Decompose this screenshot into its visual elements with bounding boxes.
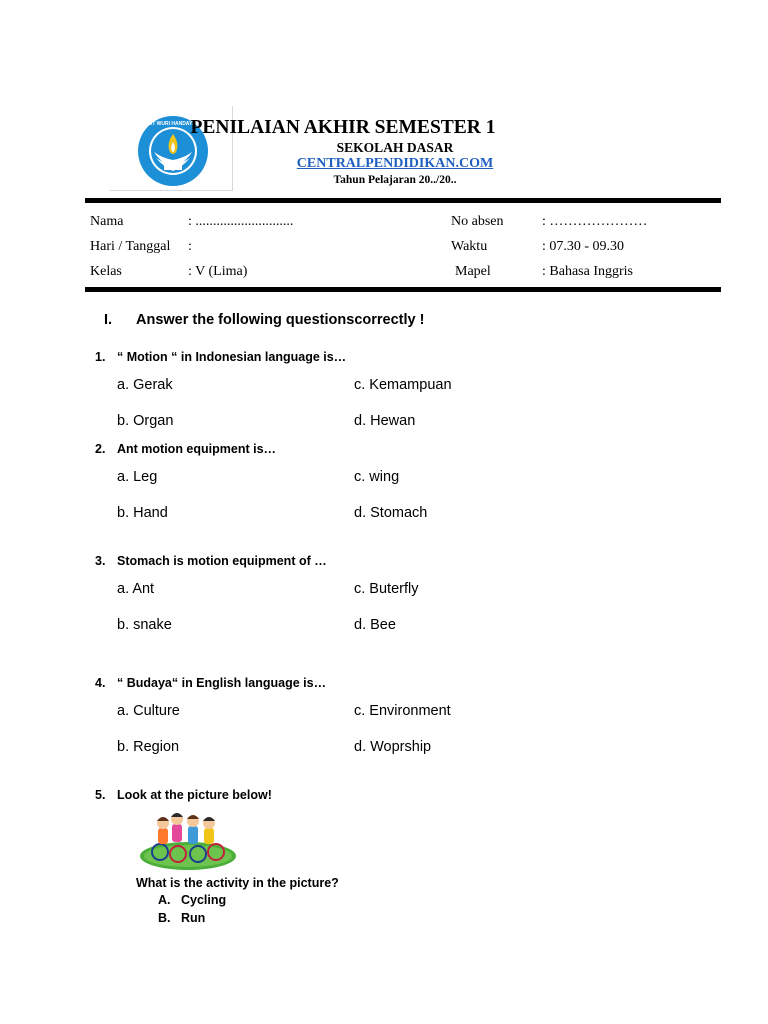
kelas-value: : V (Lima)	[188, 264, 248, 279]
question-2-text: Ant motion equipment is…	[117, 442, 277, 456]
kelas-label: Kelas	[90, 264, 122, 279]
question-3-text: Stomach is motion equipment of …	[117, 554, 327, 568]
page-title: PENILAIAN AKHIR SEMESTER 1	[190, 117, 496, 138]
absen-label: No absen	[451, 214, 504, 229]
question-4-number: 4.	[95, 676, 106, 690]
question-1-option-b[interactable]: b. Organ	[117, 413, 174, 429]
question-3-option-d[interactable]: d. Bee	[354, 617, 396, 633]
mapel-label: Mapel	[455, 264, 491, 279]
absen-field[interactable]: : …………………	[542, 214, 648, 229]
website-link[interactable]: CENTRALPENDIDIKAN.COM	[296, 156, 494, 171]
question-5-option-a-letter: A.	[158, 893, 171, 907]
question-4-option-b[interactable]: b. Region	[117, 739, 180, 755]
question-1-number: 1.	[95, 350, 106, 364]
hari-field[interactable]: :	[188, 239, 192, 254]
bottom-divider	[85, 287, 721, 292]
hari-label: Hari / Tanggal	[90, 239, 171, 254]
question-2-option-b[interactable]: b. Hand	[117, 505, 168, 521]
waktu-label: Waktu	[451, 239, 488, 254]
question-1-option-c[interactable]: c. Kemampuan	[354, 377, 452, 393]
question-5-number: 5.	[95, 788, 106, 802]
question-5-option-a[interactable]: Cycling	[181, 893, 227, 907]
question-2-number: 2.	[95, 442, 106, 456]
school-level: SEKOLAH DASAR	[336, 140, 454, 155]
question-3-option-c[interactable]: c. Buterfly	[354, 581, 419, 597]
question-5-text: Look at the picture below!	[117, 788, 272, 802]
question-2-option-a[interactable]: a. Leg	[117, 469, 158, 485]
section-number: I.	[104, 312, 113, 328]
cycling-children-illustration	[138, 808, 238, 872]
question-4-option-a[interactable]: a. Culture	[117, 703, 180, 719]
question-4-option-c[interactable]: c. Environment	[354, 703, 451, 719]
question-3-option-a[interactable]: a. Ant	[117, 581, 155, 597]
academic-year: Tahun Pelajaran 20../20..	[333, 174, 457, 186]
nama-field[interactable]: : ............................	[188, 214, 294, 229]
question-5-subquestion: What is the activity in the picture?	[136, 876, 339, 890]
question-1-text: “ Motion “ in Indonesian language is…	[117, 350, 347, 364]
nama-label: Nama	[90, 214, 124, 229]
question-2-option-c[interactable]: c. wing	[354, 469, 400, 485]
waktu-value: : 07.30 - 09.30	[542, 239, 625, 254]
top-divider	[85, 198, 721, 203]
question-2-option-d[interactable]: d. Stomach	[354, 505, 428, 521]
svg-text:TUT WURI HANDAYANI: TUT WURI HANDAYANI	[145, 121, 201, 127]
question-5-option-b-letter: B.	[158, 911, 171, 925]
question-1-option-d[interactable]: d. Hewan	[354, 413, 416, 429]
question-1-option-a[interactable]: a. Gerak	[117, 377, 173, 393]
question-5-option-b[interactable]: Run	[181, 911, 206, 925]
question-3-option-b[interactable]: b. snake	[117, 617, 172, 633]
mapel-value: : Bahasa Inggris	[542, 264, 633, 279]
question-3-number: 3.	[95, 554, 106, 568]
section-instruction: Answer the following questionscorrectly !	[136, 312, 425, 328]
question-4-text: “ Budaya“ in English language is…	[117, 676, 327, 690]
question-4-option-d[interactable]: d. Woprship	[354, 739, 432, 755]
